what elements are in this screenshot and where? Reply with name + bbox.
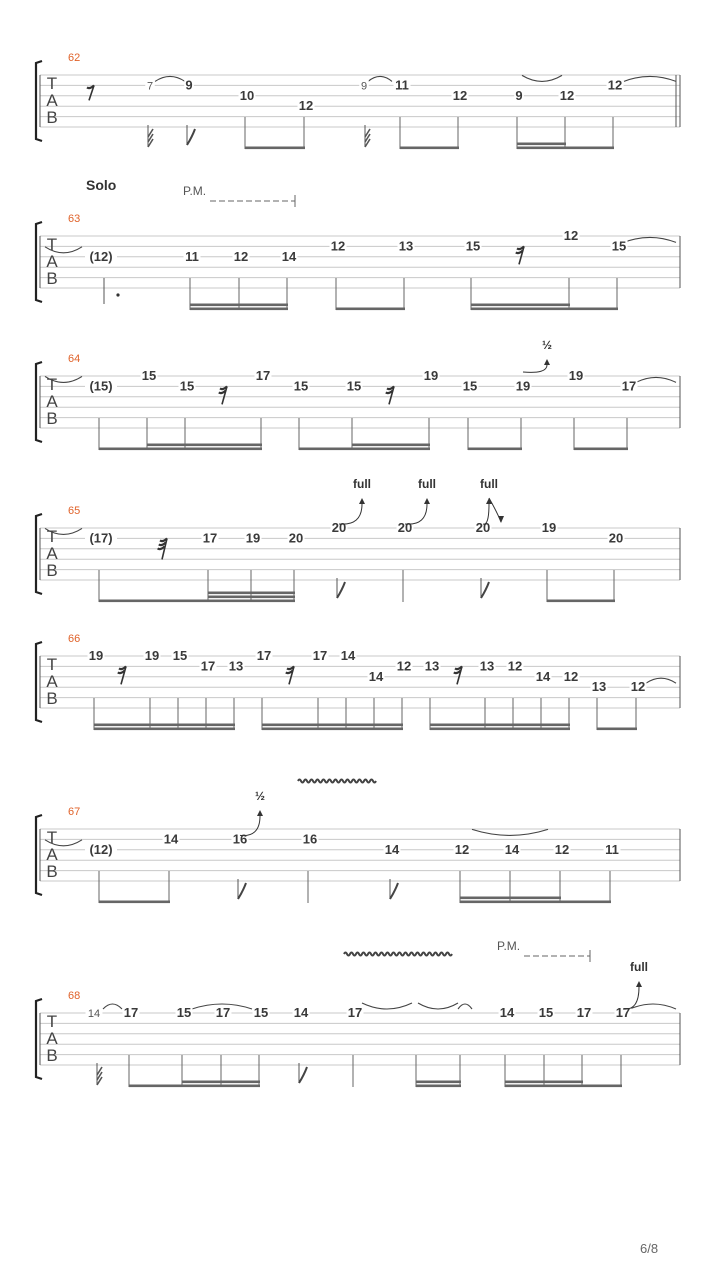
fret-number: 12 bbox=[630, 679, 646, 695]
bend-arrow bbox=[636, 981, 642, 987]
fret-number: 12 bbox=[452, 87, 468, 103]
fret-number: 12 bbox=[559, 87, 575, 103]
beam bbox=[430, 728, 570, 731]
beam bbox=[299, 448, 430, 451]
fret-number: 7 bbox=[146, 80, 154, 93]
beam bbox=[430, 724, 570, 727]
vibrato-line bbox=[298, 780, 376, 783]
measure-number: 67 bbox=[68, 806, 81, 818]
fret-number: 10 bbox=[239, 87, 255, 103]
fret-number: 15 bbox=[465, 238, 481, 254]
release-arrow bbox=[498, 516, 504, 523]
fret-number: 15 bbox=[253, 1005, 269, 1020]
fret-number: 12 bbox=[454, 841, 470, 857]
tab-clef-letter: A bbox=[46, 252, 58, 271]
tab-system-66 bbox=[36, 633, 680, 730]
beam bbox=[416, 1081, 461, 1084]
fret-number: 12 bbox=[563, 228, 579, 243]
tab-clef-letter: T bbox=[46, 235, 58, 254]
fret-number: 19 bbox=[423, 368, 439, 383]
beam bbox=[547, 600, 615, 603]
measure-number: 68 bbox=[68, 990, 81, 1002]
tie-arc bbox=[472, 829, 548, 835]
bend-label: full bbox=[480, 477, 498, 491]
fret-number: 14 bbox=[499, 1005, 515, 1020]
fret-number: 19 bbox=[88, 648, 104, 663]
rest-symbol bbox=[87, 85, 94, 100]
tab-clef-letter: A bbox=[46, 91, 58, 110]
fret-number: 20 bbox=[475, 520, 491, 535]
fret-number: 13 bbox=[424, 658, 440, 674]
rest-symbol bbox=[386, 386, 394, 404]
fret-number: 15 bbox=[611, 238, 627, 254]
measure-number: 65 bbox=[68, 505, 81, 517]
fret-number: 14 bbox=[535, 668, 551, 684]
bend-arrow bbox=[544, 359, 550, 365]
tie-arc bbox=[636, 377, 676, 382]
tie-arc bbox=[103, 1004, 122, 1009]
tie-arc bbox=[418, 1003, 458, 1009]
bend-label: ½ bbox=[541, 338, 553, 352]
fret-number: 19 bbox=[144, 648, 160, 663]
beam bbox=[471, 304, 570, 307]
fret-number: 15 bbox=[179, 378, 195, 394]
tab-clef-letter: T bbox=[46, 74, 58, 93]
fret-number: 17 bbox=[256, 648, 272, 663]
bend-label: full bbox=[630, 960, 648, 974]
beam bbox=[94, 724, 235, 727]
tab-system-63 bbox=[36, 177, 680, 310]
fret-number: 12 bbox=[563, 668, 579, 684]
fret-number: 19 bbox=[541, 520, 557, 535]
fret-number: 17 bbox=[621, 378, 637, 394]
fret-number: 12 bbox=[507, 658, 523, 674]
fret-number: (12) bbox=[89, 841, 113, 857]
beam bbox=[336, 308, 405, 311]
beam bbox=[182, 1081, 260, 1084]
fret-number: 17 bbox=[202, 530, 218, 546]
fret-number: 20 bbox=[608, 530, 624, 546]
tab-clef-letter: A bbox=[46, 392, 58, 411]
system-bracket bbox=[36, 514, 42, 594]
beam bbox=[129, 1085, 260, 1088]
system-bracket bbox=[36, 999, 42, 1079]
tab-clef-letter: T bbox=[46, 1012, 58, 1031]
tie-arc bbox=[646, 678, 676, 683]
measure-number: 63 bbox=[68, 213, 81, 225]
beam bbox=[352, 444, 430, 447]
fret-number: 14 bbox=[281, 248, 297, 264]
fret-number: 9 bbox=[360, 80, 368, 93]
fret-number: 12 bbox=[330, 238, 346, 254]
tab-clef-letter: A bbox=[46, 1029, 58, 1048]
fret-number: 17 bbox=[347, 1005, 363, 1020]
fret-number: 15 bbox=[346, 378, 362, 394]
tie-arc bbox=[624, 237, 676, 242]
fret-number: 17 bbox=[123, 1005, 139, 1020]
tab-clef-letter: A bbox=[46, 544, 58, 563]
tab-clef-letter: B bbox=[46, 689, 58, 708]
rest-symbol bbox=[286, 666, 294, 684]
beam bbox=[190, 304, 288, 307]
beam bbox=[574, 448, 628, 451]
system-bracket bbox=[36, 222, 42, 302]
bend-arrow bbox=[257, 810, 263, 816]
grace-flag bbox=[481, 582, 489, 598]
measure-number: 64 bbox=[68, 353, 81, 365]
dot bbox=[116, 293, 119, 296]
beam bbox=[400, 147, 459, 150]
tie-arc bbox=[458, 1004, 472, 1009]
fret-number: 13 bbox=[398, 238, 414, 254]
system-bracket bbox=[36, 362, 42, 442]
fret-number: 17 bbox=[215, 1005, 231, 1020]
fret-number: 11 bbox=[185, 248, 199, 264]
fret-number: (17) bbox=[89, 530, 113, 546]
section-label: Solo bbox=[86, 177, 117, 193]
tab-clef-letter: B bbox=[46, 409, 58, 428]
beam bbox=[94, 728, 235, 731]
fret-number: 12 bbox=[298, 98, 314, 114]
bend-label: ½ bbox=[254, 789, 266, 803]
grace-flag bbox=[299, 1067, 307, 1083]
tab-clef-letter: A bbox=[46, 845, 58, 864]
fret-number: 9 bbox=[515, 87, 523, 103]
beam bbox=[208, 596, 295, 599]
bend-label: full bbox=[353, 477, 371, 491]
fret-number: 16 bbox=[232, 831, 248, 847]
fret-number: 20 bbox=[288, 530, 304, 546]
tie-arc bbox=[368, 76, 392, 81]
fret-number: 12 bbox=[233, 248, 249, 264]
fret-number: (15) bbox=[89, 378, 113, 394]
grace-flag bbox=[337, 582, 345, 598]
fret-number: 15 bbox=[176, 1005, 192, 1020]
fret-number: 14 bbox=[384, 841, 400, 857]
fret-number: 14 bbox=[504, 841, 520, 857]
grace-flag bbox=[187, 129, 195, 145]
fret-number: 19 bbox=[245, 530, 261, 546]
tab-system-68 bbox=[36, 939, 680, 1087]
fret-number: 14 bbox=[87, 1008, 101, 1020]
tab-system-64 bbox=[36, 338, 680, 450]
grace-flag bbox=[238, 883, 246, 899]
tab-system-67 bbox=[36, 780, 680, 904]
beam bbox=[245, 147, 305, 150]
fret-number: 13 bbox=[228, 658, 244, 674]
fret-number: 14 bbox=[163, 831, 179, 847]
fret-number: 13 bbox=[479, 658, 495, 674]
tab-clef-letter: T bbox=[46, 655, 58, 674]
beam bbox=[262, 728, 403, 731]
tie-arc bbox=[155, 76, 185, 81]
beam bbox=[505, 1085, 622, 1088]
beam bbox=[517, 143, 566, 146]
beam bbox=[208, 592, 295, 595]
fret-number: 13 bbox=[591, 679, 607, 695]
tab-clef-letter: T bbox=[46, 828, 58, 847]
beam bbox=[99, 448, 262, 451]
fret-number: 11 bbox=[605, 841, 619, 857]
tab-clef-letter: T bbox=[46, 375, 58, 394]
tab-system-62 bbox=[36, 52, 680, 149]
rest-symbol bbox=[118, 666, 126, 684]
tab-clef-letter: B bbox=[46, 108, 58, 127]
fret-number: 12 bbox=[396, 658, 412, 674]
fret-number: 14 bbox=[293, 1005, 309, 1020]
bend-arrow bbox=[424, 498, 430, 504]
tab-clef-letter: T bbox=[46, 527, 58, 546]
palm-mute-label: P.M. bbox=[183, 184, 207, 198]
beam bbox=[471, 308, 618, 311]
tie-arc bbox=[630, 1004, 676, 1009]
grace-flag bbox=[390, 883, 398, 899]
vibrato-line bbox=[344, 953, 452, 956]
rest-symbol bbox=[454, 666, 462, 684]
tab-system-65 bbox=[36, 477, 680, 602]
fret-number: 15 bbox=[538, 1005, 554, 1020]
beam bbox=[597, 728, 637, 731]
page-number: 6/8 bbox=[640, 1241, 659, 1256]
fret-number: 12 bbox=[554, 841, 570, 857]
beam bbox=[460, 897, 561, 900]
palm-mute-label: P.M. bbox=[497, 939, 521, 953]
bend-label: full bbox=[418, 477, 436, 491]
fret-number: (12) bbox=[89, 248, 113, 264]
beam bbox=[460, 901, 611, 904]
fret-number: 9 bbox=[185, 77, 193, 93]
tie-arc bbox=[624, 76, 676, 81]
fret-number: 16 bbox=[302, 831, 318, 847]
tab-clef-letter: A bbox=[46, 672, 58, 691]
beam bbox=[416, 1085, 461, 1088]
tab-clef-letter: B bbox=[46, 269, 58, 288]
system-bracket bbox=[36, 815, 42, 895]
beam bbox=[468, 448, 522, 451]
tab-clef-letter: B bbox=[46, 862, 58, 881]
system-bracket bbox=[36, 642, 42, 722]
fret-number: 15 bbox=[141, 368, 157, 383]
tie-arc bbox=[522, 75, 562, 81]
beam bbox=[190, 308, 288, 311]
fret-number: 17 bbox=[312, 648, 328, 663]
beam bbox=[517, 147, 614, 150]
rest-symbol bbox=[219, 386, 227, 404]
fret-number: 17 bbox=[615, 1005, 631, 1020]
fret-number: 19 bbox=[515, 378, 531, 394]
rest-symbol bbox=[516, 246, 524, 264]
fret-number: 17 bbox=[255, 368, 271, 383]
bend-arrow bbox=[359, 498, 365, 504]
beam bbox=[147, 444, 262, 447]
fret-number: 17 bbox=[576, 1005, 592, 1020]
fret-number: 12 bbox=[607, 77, 623, 93]
fret-number: 17 bbox=[200, 658, 216, 674]
fret-number: 20 bbox=[397, 520, 413, 535]
fret-number: 19 bbox=[568, 368, 584, 383]
fret-number: 11 bbox=[395, 77, 409, 93]
tab-clef-letter: B bbox=[46, 561, 58, 580]
measure-number: 66 bbox=[68, 633, 81, 645]
fret-number: 15 bbox=[293, 378, 309, 394]
fret-number: 14 bbox=[340, 648, 356, 663]
beam bbox=[505, 1081, 583, 1084]
beam bbox=[99, 600, 295, 603]
fret-number: 15 bbox=[462, 378, 478, 394]
fret-number: 20 bbox=[331, 520, 347, 535]
tie-arc bbox=[362, 1003, 412, 1009]
measure-number: 62 bbox=[68, 52, 81, 64]
system-bracket bbox=[36, 61, 42, 141]
beam bbox=[262, 724, 403, 727]
fret-number: 15 bbox=[172, 648, 188, 663]
tab-clef-letter: B bbox=[46, 1046, 58, 1065]
beam bbox=[99, 901, 170, 904]
fret-number: 14 bbox=[368, 668, 384, 684]
bend-curve bbox=[523, 365, 547, 372]
